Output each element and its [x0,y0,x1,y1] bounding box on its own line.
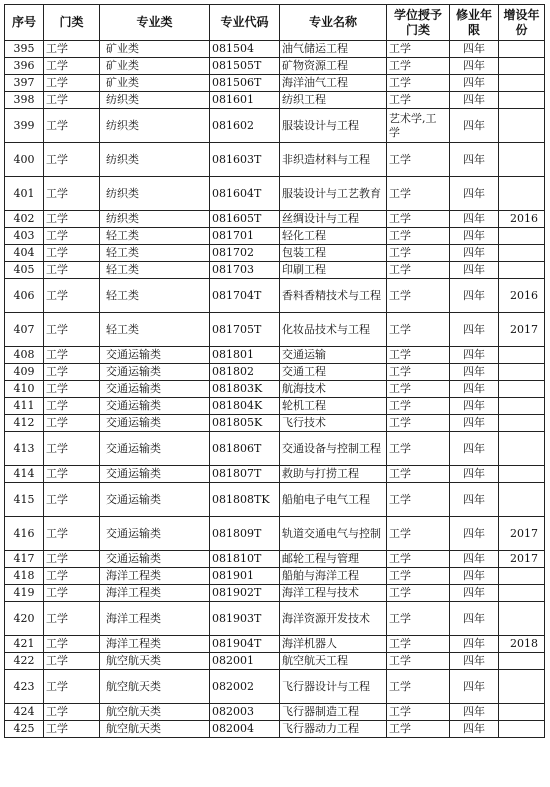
row-major-name: 化妆品技术与工程 [280,313,387,347]
row-serial: 396 [5,58,44,75]
row-study-years: 四年 [450,279,499,313]
row-serial: 423 [5,670,44,704]
table-row [5,58,545,75]
row-degree-category: 工学 [387,58,450,75]
row-serial: 415 [5,483,44,517]
row-study-years: 四年 [450,551,499,568]
row-added-year [499,466,545,483]
row-degree-category: 工学 [387,551,450,568]
row-added-year [499,398,545,415]
row-major-name: 邮轮工程与管理 [280,551,387,568]
row-subject-class: 轻工类 [100,245,210,262]
table-row [5,653,545,670]
table-row [5,670,545,704]
row-serial: 404 [5,245,44,262]
row-major-code: 081505T [210,58,280,75]
row-serial: 397 [5,75,44,92]
row-added-year [499,143,545,177]
row-study-years: 四年 [450,704,499,721]
row-study-years: 四年 [450,568,499,585]
row-category: 工学 [44,653,100,670]
header-subject-class: 专业类 [100,5,210,41]
row-category: 工学 [44,721,100,738]
row-major-code: 081703 [210,262,280,279]
row-major-code: 081804K [210,398,280,415]
row-degree-category: 工学 [387,721,450,738]
row-study-years: 四年 [450,347,499,364]
row-serial: 411 [5,398,44,415]
row-degree-category: 工学 [387,143,450,177]
row-degree-category: 工学 [387,517,450,551]
table-row [5,75,545,92]
row-subject-class: 交通运输类 [100,551,210,568]
row-category: 工学 [44,92,100,109]
table-row [5,313,545,347]
row-subject-class: 海洋工程类 [100,636,210,653]
row-degree-category: 工学 [387,177,450,211]
row-degree-category: 工学 [387,228,450,245]
row-category: 工学 [44,177,100,211]
row-serial: 416 [5,517,44,551]
row-major-code: 081705T [210,313,280,347]
row-added-year [499,109,545,143]
row-added-year [499,432,545,466]
row-degree-category: 工学 [387,483,450,517]
row-major-code: 081901 [210,568,280,585]
row-subject-class: 轻工类 [100,313,210,347]
table-row [5,347,545,364]
row-degree-category: 工学 [387,75,450,92]
row-major-name: 海洋工程与技术 [280,585,387,602]
row-study-years: 四年 [450,381,499,398]
table-row [5,262,545,279]
row-study-years: 四年 [450,245,499,262]
row-degree-category: 工学 [387,602,450,636]
row-major-code: 081902T [210,585,280,602]
row-serial: 401 [5,177,44,211]
row-major-name: 飞行器动力工程 [280,721,387,738]
row-added-year [499,653,545,670]
row-subject-class: 航空航天类 [100,653,210,670]
row-serial: 417 [5,551,44,568]
row-serial: 409 [5,364,44,381]
row-major-name: 船舶与海洋工程 [280,568,387,585]
row-study-years: 四年 [450,585,499,602]
row-serial: 421 [5,636,44,653]
row-category: 工学 [44,109,100,143]
row-study-years: 四年 [450,398,499,415]
row-category: 工学 [44,432,100,466]
row-category: 工学 [44,58,100,75]
row-added-year: 2017 [499,517,545,551]
row-category: 工学 [44,585,100,602]
row-category: 工学 [44,483,100,517]
table-row [5,279,545,313]
table-row [5,704,545,721]
row-major-code: 081807T [210,466,280,483]
row-major-name: 非织造材料与工程 [280,143,387,177]
row-subject-class: 轻工类 [100,228,210,245]
header-category: 门类 [44,5,100,41]
row-major-code: 081603T [210,143,280,177]
table-row [5,381,545,398]
row-major-name: 矿物资源工程 [280,58,387,75]
major-catalog-table [4,4,545,738]
row-degree-category: 工学 [387,92,450,109]
row-degree-category: 工学 [387,211,450,228]
row-major-name: 油气储运工程 [280,41,387,58]
row-serial: 398 [5,92,44,109]
table-row [5,415,545,432]
major-catalog-table-wrapper [4,4,545,738]
row-category: 工学 [44,75,100,92]
row-major-code: 081903T [210,602,280,636]
row-category: 工学 [44,568,100,585]
row-major-code: 081604T [210,177,280,211]
header-degree-category: 学位授予门类 [387,5,450,41]
row-major-code: 082003 [210,704,280,721]
row-major-code: 081704T [210,279,280,313]
row-subject-class: 轻工类 [100,279,210,313]
row-subject-class: 交通运输类 [100,466,210,483]
row-major-name: 轨道交通电气与控制 [280,517,387,551]
row-serial: 424 [5,704,44,721]
row-degree-category: 工学 [387,568,450,585]
row-added-year [499,381,545,398]
row-subject-class: 海洋工程类 [100,568,210,585]
row-added-year [499,228,545,245]
row-degree-category: 工学 [387,313,450,347]
row-subject-class: 交通运输类 [100,381,210,398]
row-study-years: 四年 [450,75,499,92]
row-major-name: 船舶电子电气工程 [280,483,387,517]
row-serial: 405 [5,262,44,279]
row-major-code: 081808TK [210,483,280,517]
row-degree-category: 工学 [387,347,450,364]
row-study-years: 四年 [450,432,499,466]
row-serial: 413 [5,432,44,466]
row-category: 工学 [44,211,100,228]
row-major-name: 海洋油气工程 [280,75,387,92]
row-study-years: 四年 [450,364,499,381]
row-added-year [499,415,545,432]
row-degree-category: 工学 [387,262,450,279]
row-serial: 402 [5,211,44,228]
table-row [5,721,545,738]
table-row [5,177,545,211]
row-degree-category: 工学 [387,670,450,704]
row-subject-class: 纺织类 [100,211,210,228]
row-category: 工学 [44,636,100,653]
row-subject-class: 交通运输类 [100,432,210,466]
row-degree-category: 工学 [387,398,450,415]
row-study-years: 四年 [450,228,499,245]
row-added-year: 2017 [499,313,545,347]
row-category: 工学 [44,415,100,432]
row-subject-class: 海洋工程类 [100,602,210,636]
row-study-years: 四年 [450,636,499,653]
row-category: 工学 [44,517,100,551]
row-study-years: 四年 [450,466,499,483]
row-serial: 410 [5,381,44,398]
row-study-years: 四年 [450,653,499,670]
table-row [5,432,545,466]
row-subject-class: 交通运输类 [100,415,210,432]
row-major-code: 081605T [210,211,280,228]
row-major-name: 救助与打捞工程 [280,466,387,483]
row-major-name: 飞行器设计与工程 [280,670,387,704]
row-serial: 403 [5,228,44,245]
row-degree-category: 工学 [387,415,450,432]
row-major-code: 081602 [210,109,280,143]
row-category: 工学 [44,466,100,483]
table-row [5,245,545,262]
row-study-years: 四年 [450,313,499,347]
row-category: 工学 [44,262,100,279]
row-degree-category: 工学 [387,466,450,483]
table-row [5,585,545,602]
row-major-code: 081810T [210,551,280,568]
row-subject-class: 纺织类 [100,143,210,177]
row-major-code: 081601 [210,92,280,109]
table-row [5,517,545,551]
row-subject-class: 矿业类 [100,75,210,92]
row-added-year [499,704,545,721]
header-major-code: 专业代码 [210,5,280,41]
row-serial: 399 [5,109,44,143]
row-category: 工学 [44,704,100,721]
row-major-name: 服装设计与工程 [280,109,387,143]
row-serial: 408 [5,347,44,364]
row-added-year [499,670,545,704]
row-serial: 419 [5,585,44,602]
table-row [5,364,545,381]
row-category: 工学 [44,313,100,347]
row-added-year [499,41,545,58]
row-subject-class: 航空航天类 [100,704,210,721]
row-serial: 406 [5,279,44,313]
row-added-year: 2017 [499,551,545,568]
row-category: 工学 [44,364,100,381]
table-row [5,466,545,483]
row-degree-category: 工学 [387,364,450,381]
row-category: 工学 [44,381,100,398]
row-subject-class: 交通运输类 [100,347,210,364]
row-major-code: 081806T [210,432,280,466]
row-added-year [499,245,545,262]
row-subject-class: 矿业类 [100,58,210,75]
row-study-years: 四年 [450,262,499,279]
row-degree-category: 工学 [387,381,450,398]
row-degree-category: 工学 [387,653,450,670]
table-row [5,228,545,245]
row-major-name: 纺织工程 [280,92,387,109]
row-added-year [499,92,545,109]
table-row [5,483,545,517]
row-degree-category: 工学 [387,585,450,602]
row-added-year [499,483,545,517]
row-major-name: 服装设计与工艺教育 [280,177,387,211]
row-subject-class: 航空航天类 [100,670,210,704]
row-study-years: 四年 [450,721,499,738]
row-category: 工学 [44,602,100,636]
row-subject-class: 交通运输类 [100,517,210,551]
row-serial: 418 [5,568,44,585]
row-major-code: 081802 [210,364,280,381]
row-category: 工学 [44,41,100,58]
row-serial: 422 [5,653,44,670]
row-added-year [499,721,545,738]
row-degree-category: 工学 [387,432,450,466]
header-major-name: 专业名称 [280,5,387,41]
row-serial: 414 [5,466,44,483]
row-subject-class: 交通运输类 [100,483,210,517]
row-added-year: 2016 [499,279,545,313]
row-added-year [499,75,545,92]
table-row [5,211,545,228]
row-major-name: 飞行技术 [280,415,387,432]
row-major-code: 081701 [210,228,280,245]
row-major-code: 081809T [210,517,280,551]
row-major-name: 包装工程 [280,245,387,262]
row-added-year [499,58,545,75]
row-serial: 407 [5,313,44,347]
row-category: 工学 [44,551,100,568]
table-row [5,551,545,568]
row-category: 工学 [44,143,100,177]
row-study-years: 四年 [450,41,499,58]
row-serial: 400 [5,143,44,177]
table-row [5,92,545,109]
row-major-code: 081904T [210,636,280,653]
header-study-years: 修业年限 [450,5,499,41]
row-study-years: 四年 [450,58,499,75]
row-added-year [499,364,545,381]
row-study-years: 四年 [450,92,499,109]
row-degree-category: 艺术学,工学 [387,109,450,143]
row-subject-class: 交通运输类 [100,364,210,381]
row-study-years: 四年 [450,143,499,177]
row-subject-class: 轻工类 [100,262,210,279]
row-category: 工学 [44,347,100,364]
row-major-code: 082001 [210,653,280,670]
row-degree-category: 工学 [387,245,450,262]
row-category: 工学 [44,279,100,313]
row-study-years: 四年 [450,211,499,228]
table-row [5,41,545,58]
row-major-name: 海洋资源开发技术 [280,602,387,636]
row-major-name: 海洋机器人 [280,636,387,653]
row-major-code: 081801 [210,347,280,364]
row-degree-category: 工学 [387,636,450,653]
row-major-name: 交通运输 [280,347,387,364]
row-major-name: 丝绸设计与工程 [280,211,387,228]
row-major-code: 081504 [210,41,280,58]
row-major-name: 航海技术 [280,381,387,398]
row-study-years: 四年 [450,602,499,636]
row-study-years: 四年 [450,109,499,143]
row-major-code: 081803K [210,381,280,398]
row-degree-category: 工学 [387,41,450,58]
row-major-name: 飞行器制造工程 [280,704,387,721]
header-serial: 序号 [5,5,44,41]
row-added-year: 2018 [499,636,545,653]
row-subject-class: 纺织类 [100,92,210,109]
row-added-year [499,347,545,364]
row-study-years: 四年 [450,177,499,211]
table-row [5,398,545,415]
row-study-years: 四年 [450,415,499,432]
row-serial: 395 [5,41,44,58]
row-degree-category: 工学 [387,704,450,721]
row-degree-category: 工学 [387,279,450,313]
row-added-year [499,177,545,211]
row-category: 工学 [44,245,100,262]
row-serial: 425 [5,721,44,738]
table-header-row [5,5,545,41]
table-row [5,109,545,143]
row-major-code: 081805K [210,415,280,432]
row-major-code: 081702 [210,245,280,262]
row-major-name: 轮机工程 [280,398,387,415]
row-subject-class: 纺织类 [100,177,210,211]
row-major-name: 交通工程 [280,364,387,381]
row-added-year [499,602,545,636]
table-row [5,568,545,585]
row-major-code: 082002 [210,670,280,704]
row-major-name: 香料香精技术与工程 [280,279,387,313]
row-added-year [499,568,545,585]
row-study-years: 四年 [450,517,499,551]
row-study-years: 四年 [450,483,499,517]
row-subject-class: 海洋工程类 [100,585,210,602]
row-category: 工学 [44,670,100,704]
row-subject-class: 矿业类 [100,41,210,58]
row-major-name: 印刷工程 [280,262,387,279]
row-added-year: 2016 [499,211,545,228]
header-added-year: 增设年份 [499,5,545,41]
row-major-code: 081506T [210,75,280,92]
row-serial: 420 [5,602,44,636]
row-major-name: 航空航天工程 [280,653,387,670]
row-major-name: 轻化工程 [280,228,387,245]
row-category: 工学 [44,228,100,245]
row-subject-class: 航空航天类 [100,721,210,738]
row-study-years: 四年 [450,670,499,704]
table-row [5,636,545,653]
row-added-year [499,585,545,602]
table-row [5,602,545,636]
row-subject-class: 交通运输类 [100,398,210,415]
row-category: 工学 [44,398,100,415]
row-added-year [499,262,545,279]
row-serial: 412 [5,415,44,432]
row-major-code: 082004 [210,721,280,738]
row-subject-class: 纺织类 [100,109,210,143]
table-row [5,143,545,177]
row-major-name: 交通设备与控制工程 [280,432,387,466]
